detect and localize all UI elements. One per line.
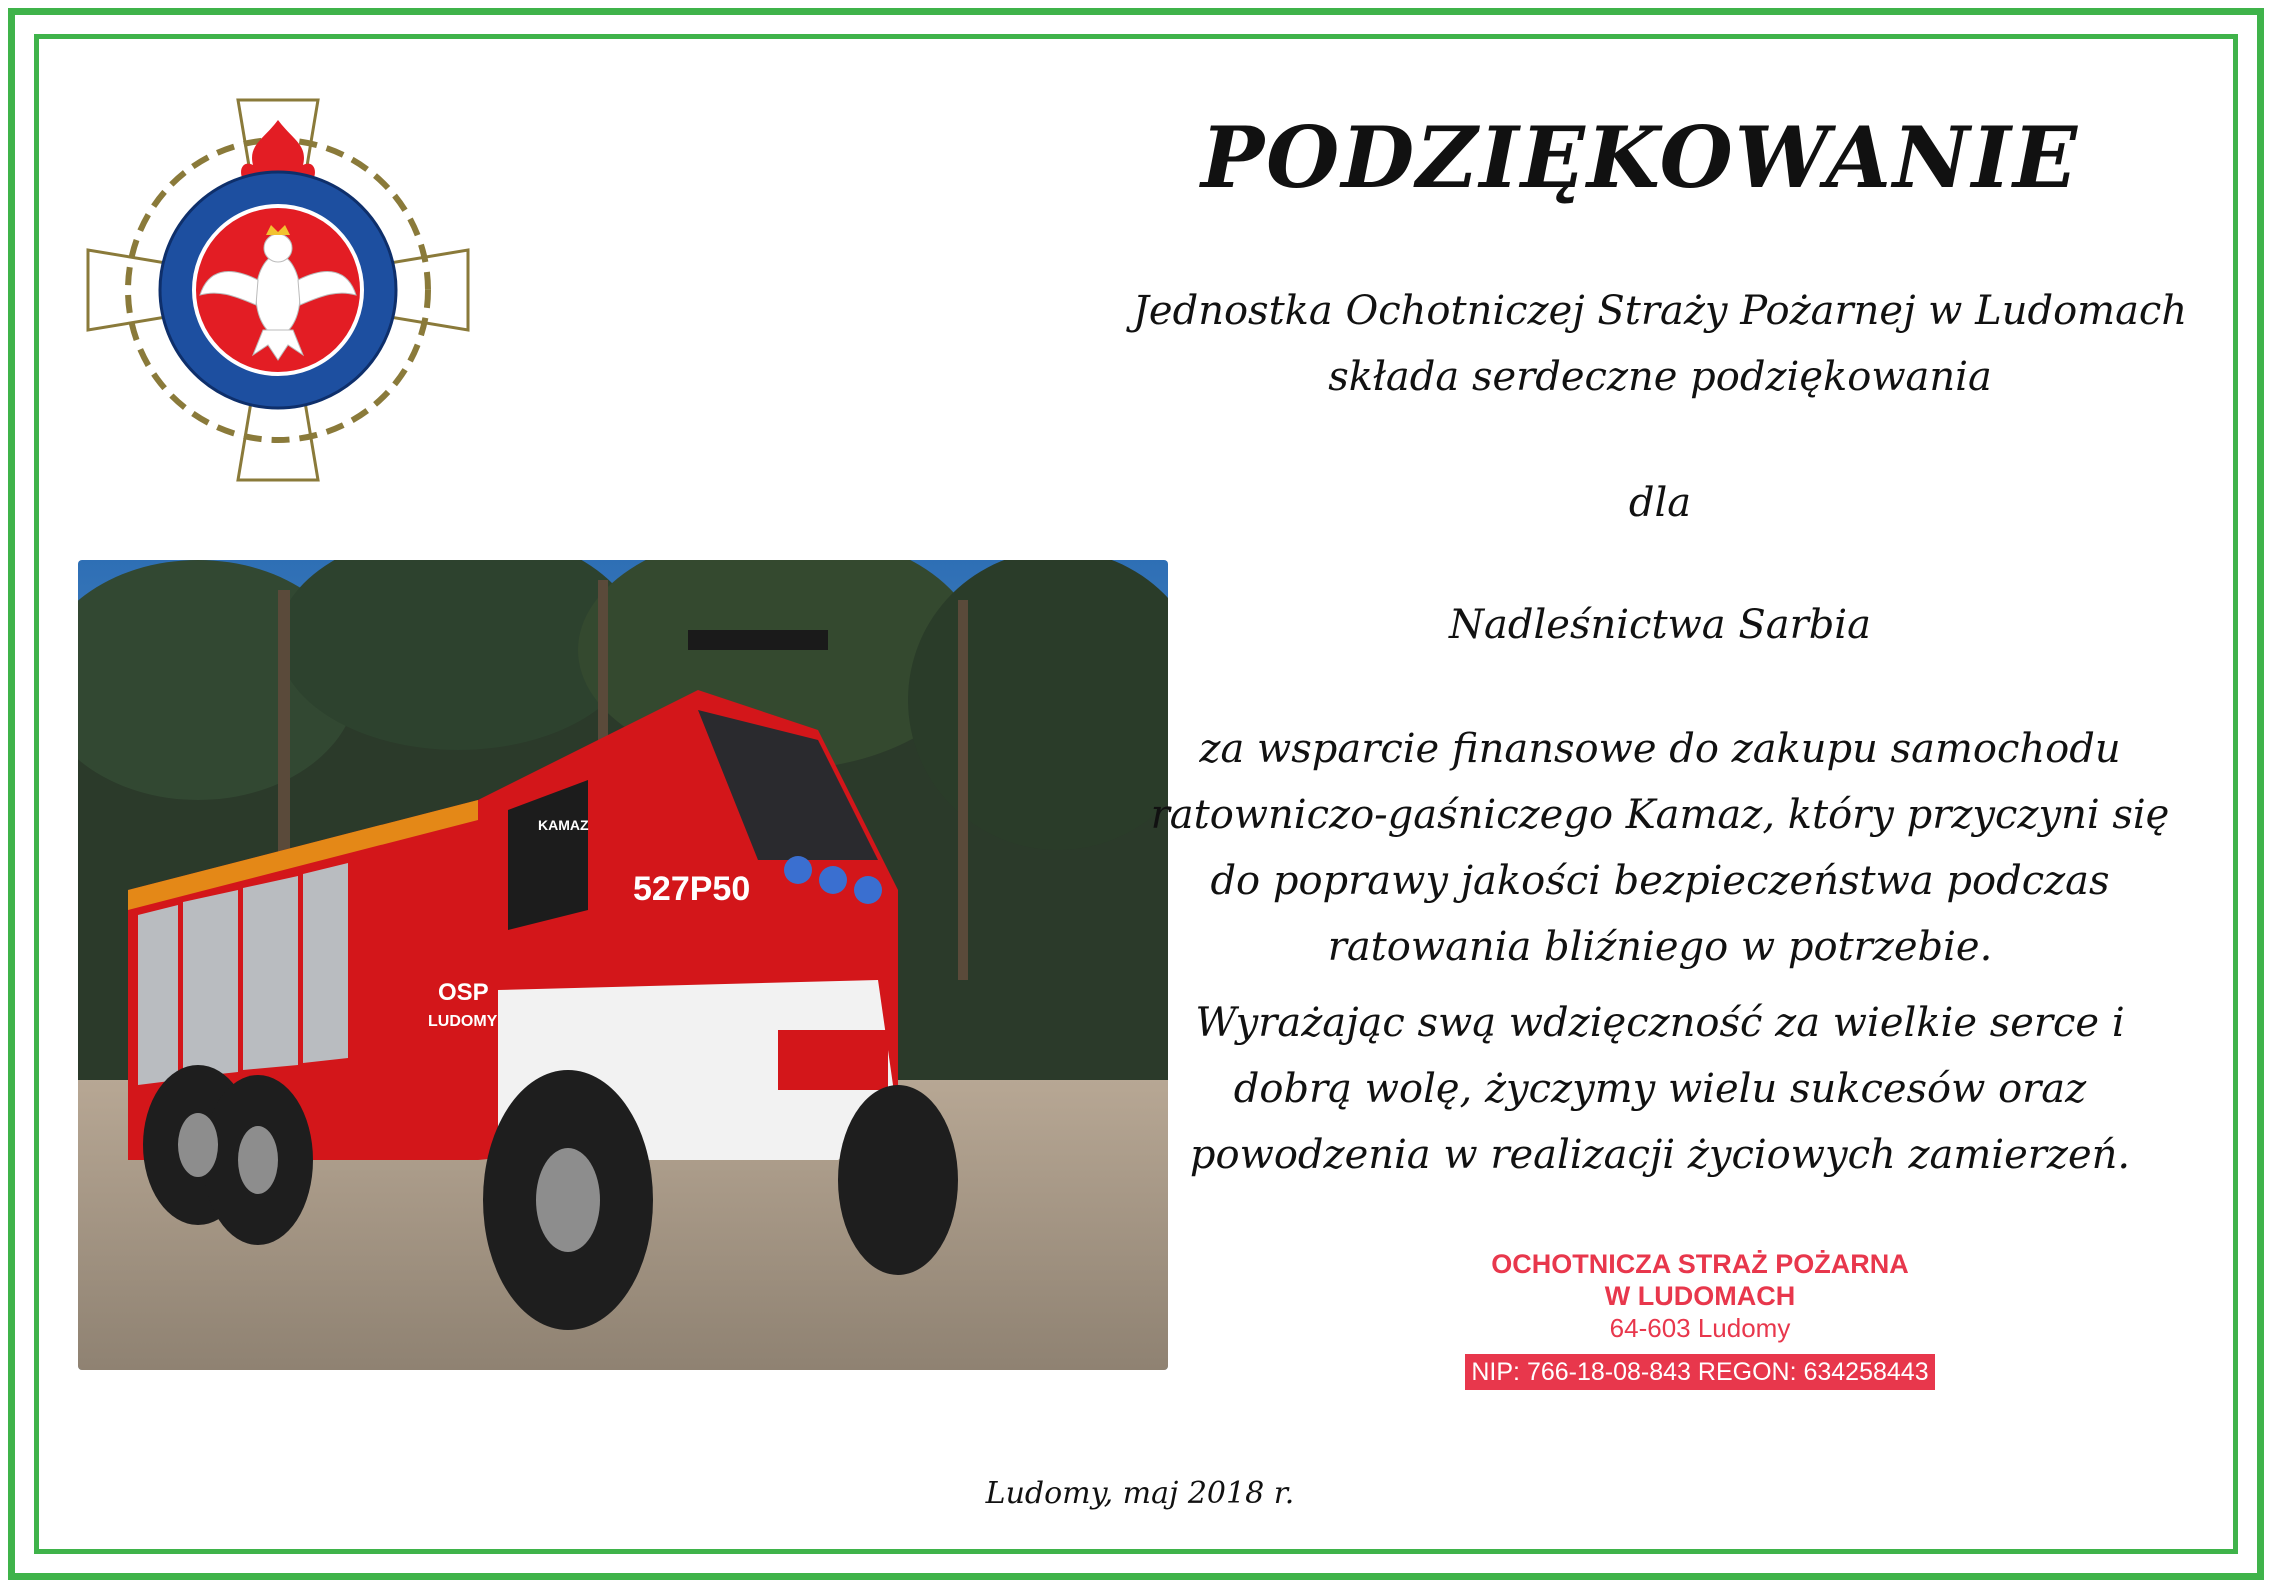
document-title: PODZIĘKOWANIE — [1201, 108, 2079, 207]
intro-line-1: Jednostka Ochotniczej Straży Pożarnej w Ludomach — [1132, 288, 2188, 334]
truck-brand: KAMAZ — [538, 817, 589, 833]
for-word: dla — [1628, 480, 1692, 526]
paragraph-gratitude: za wsparcie finansowe do zakupu samochodu ratowniczo-gaśniczego Kamaz, który przyczyni się do poprawy jakości bezpieczeństwa podczas ratowania bliźniego w potrzebie. — [1150, 726, 2170, 970]
place-date: Ludomy, maj 2018 r. — [985, 1476, 1295, 1511]
stamp-tax-ids: NIP: 766-18-08-843 REGON: 634258443 — [1465, 1354, 1934, 1390]
intro-line-2: składa serdeczne podziękowania — [1328, 354, 1992, 400]
organization-stamp — [1450, 1248, 1950, 1390]
recipient-name: Nadleśnictwa Sarbia — [1449, 602, 1871, 648]
stamp-line-3: 64-603 Ludomy — [1609, 1313, 1791, 1343]
paragraph-wishes: Wyrażając swą wdzięczność za wielkie serce i dobrą wolę, życzymy wielu sukcesów oraz powodzenia w realizacji życiowych zamierzeń. — [1189, 1000, 2131, 1178]
truck-osp-label: OSP — [438, 979, 489, 1006]
stamp-line-2: W LUDOMACH — [1604, 1281, 1796, 1311]
truck-number: 527P50 — [633, 870, 751, 908]
truck-ludomy-label: LUDOMY — [428, 1013, 498, 1030]
stamp-line-1: OCHOTNICZA STRAŻ POŻARNA — [1491, 1249, 1909, 1279]
fire-brigade-emblem — [68, 80, 488, 500]
fire-truck-photo — [78, 560, 1168, 1370]
